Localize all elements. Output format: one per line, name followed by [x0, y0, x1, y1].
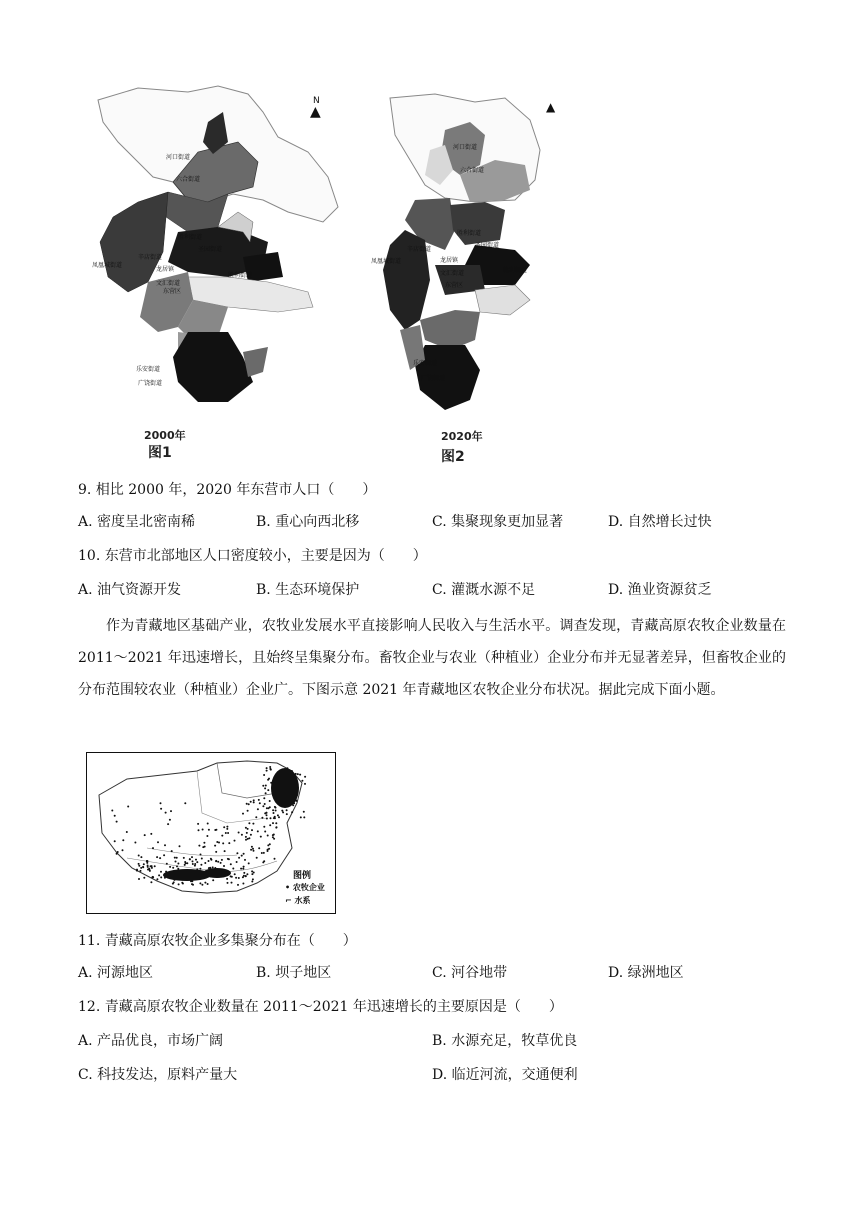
enterprise-dot — [266, 770, 268, 772]
map-2020 — [365, 90, 560, 430]
enterprise-dot — [286, 809, 288, 811]
enterprise-dot — [218, 842, 220, 844]
enterprise-dot — [266, 818, 268, 820]
enterprise-dot — [281, 810, 283, 812]
enterprise-dot — [204, 882, 206, 884]
enterprise-dot — [215, 860, 217, 862]
enterprise-dot — [266, 767, 268, 769]
enterprise-dot — [189, 858, 191, 860]
enterprise-dot — [269, 766, 271, 768]
enterprise-dot — [267, 835, 269, 837]
enterprise-dot — [184, 861, 186, 863]
enterprise-dot — [263, 826, 265, 828]
enterprise-dot — [177, 863, 179, 865]
enterprise-dot — [251, 873, 253, 875]
enterprise-dot — [272, 809, 274, 811]
enterprise-dot — [266, 807, 268, 809]
enterprise-dot — [176, 857, 178, 859]
enterprise-dot — [241, 834, 243, 836]
enterprise-dot — [264, 831, 266, 833]
map-label: 广饶街道 — [138, 380, 163, 387]
enterprise-dot — [174, 857, 176, 859]
enterprise-dot — [234, 873, 236, 875]
enterprise-dot — [114, 840, 116, 842]
legend-title: 图例 — [293, 871, 312, 881]
map-label: 文汇街道 — [440, 270, 465, 277]
enterprise-dot — [243, 872, 245, 874]
map-label: 东营区 — [163, 288, 182, 295]
enterprise-dot — [269, 768, 271, 770]
map-label: 六合街道 — [176, 176, 201, 183]
map-label: 辛店街道 — [138, 254, 163, 261]
enterprise-dot — [252, 878, 254, 880]
enterprise-dot — [116, 853, 118, 855]
enterprise-dot — [138, 865, 140, 867]
enterprise-dot — [261, 852, 263, 854]
enterprise-dot — [221, 835, 223, 837]
enterprise-dot — [237, 884, 239, 886]
enterprise-dot — [156, 878, 158, 880]
map2-caption: 图2 — [441, 449, 465, 465]
enterprise-dot — [297, 773, 299, 775]
enterprise-dot — [269, 824, 271, 826]
enterprise-dot — [165, 812, 167, 814]
enterprise-dot — [147, 866, 149, 868]
enterprise-dot — [192, 863, 194, 865]
enterprise-dot — [116, 821, 118, 823]
enterprise-dot — [245, 875, 247, 877]
question-11-option-a: A. 河源地区 — [78, 965, 154, 981]
enterprise-dot — [221, 859, 223, 861]
enterprise-dot — [260, 836, 262, 838]
map-label: 圣园街道 — [475, 242, 500, 249]
enterprise-dot — [226, 878, 228, 880]
enterprise-dot — [234, 840, 236, 842]
map-label: 乐安街道 — [136, 366, 161, 373]
enterprise-dot — [212, 879, 214, 881]
enterprise-dot — [203, 842, 205, 844]
enterprise-dot — [215, 829, 217, 831]
enterprise-dot — [199, 882, 201, 884]
enterprise-dot — [151, 867, 153, 869]
enterprise-dot — [175, 861, 177, 863]
map-label: 圣园街道 — [198, 246, 223, 253]
enterprise-dot — [159, 857, 161, 859]
enterprise-dot — [152, 847, 154, 849]
enterprise-dot — [226, 828, 228, 830]
enterprise-dot — [264, 812, 266, 814]
enterprise-dot — [144, 834, 146, 836]
enterprise-dot — [299, 774, 301, 776]
enterprise-dot — [143, 877, 145, 879]
enterprise-dot — [198, 829, 200, 831]
enterprise-dot — [138, 863, 140, 865]
enterprise-dot — [134, 842, 136, 844]
enterprise-dot — [304, 783, 306, 785]
enterprise-dot — [246, 832, 248, 834]
map2-year: 2020年 — [441, 430, 483, 443]
enterprise-dot — [222, 842, 224, 844]
map-label: 河口街道 — [453, 144, 478, 151]
north-arrow-icon: ▲ — [546, 100, 556, 114]
enterprise-dot — [126, 831, 128, 833]
passage: 作为青藏地区基础产业，农牧业发展水平直接影响人民收入与生活水平。调查发现，青藏高原农牧企业数量在 2011～2021 年迅速增长，且始终呈集聚分布。畜牧企业与农业（种植业）企业分布并无显著差异，但畜牧企业的分布范围较农业（种植业）企业广。下图示意 2021 年青藏地区农牧企业分布状况。据此完成下面小题。 — [78, 618, 786, 698]
enterprise-dot — [166, 863, 168, 865]
enterprise-dot — [253, 799, 255, 801]
question-9-option-d: D. 自然增长过快 — [608, 514, 712, 530]
enterprise-dot — [251, 829, 253, 831]
enterprise-dot — [246, 873, 248, 875]
map-label: 龙居镇 — [156, 266, 175, 273]
enterprise-dot — [243, 853, 245, 855]
enterprise-dot — [267, 844, 269, 846]
enterprise-dot — [150, 881, 152, 883]
enterprise-dot — [273, 838, 275, 840]
enterprise-dot — [246, 803, 248, 805]
map-label: 胜利街道 — [503, 267, 528, 274]
enterprise-dot — [226, 826, 228, 828]
enterprise-dot — [223, 865, 225, 867]
enterprise-dot — [264, 787, 266, 789]
question-12-option-a: A. 产品优良，市场广阔 — [78, 1033, 224, 1049]
enterprise-dot — [257, 830, 259, 832]
enterprise-dot — [303, 816, 305, 818]
enterprise-dot — [250, 849, 252, 851]
enterprise-dot — [163, 854, 165, 856]
enterprise-dot — [154, 865, 156, 867]
enterprise-dot — [210, 858, 212, 860]
enterprise-dot — [215, 851, 217, 853]
enterprise-dot — [208, 829, 210, 831]
enterprise-dot — [142, 866, 144, 868]
enterprise-dot — [140, 870, 142, 872]
enterprise-dot — [127, 806, 129, 808]
question-11-option-c: C. 河谷地带 — [432, 965, 508, 981]
enterprise-dot — [111, 810, 113, 812]
enterprise-dot — [171, 850, 173, 852]
enterprise-dot — [220, 862, 222, 864]
enterprise-dot — [196, 861, 198, 863]
enterprise-dot — [268, 848, 270, 850]
enterprise-dot — [200, 854, 202, 856]
enterprise-dot — [176, 865, 178, 867]
enterprise-dot — [178, 883, 180, 885]
enterprise-dot — [208, 860, 210, 862]
enterprise-dot — [195, 859, 197, 861]
qinghai-tibet-map — [86, 752, 336, 914]
enterprise-dot — [143, 863, 145, 865]
enterprise-dot — [247, 828, 249, 830]
enterprise-dot — [160, 808, 162, 810]
enterprise-dot — [251, 881, 253, 883]
question-11-stem: 11. 青藏高原农牧企业多集聚分布在（ ） — [78, 933, 357, 949]
question-9-stem: 9. 相比 2000 年，2020 年东营市人口（ ） — [78, 482, 377, 498]
enterprise-dot — [263, 852, 265, 854]
enterprise-dot — [269, 800, 271, 802]
enterprise-dot — [242, 883, 244, 885]
enterprise-dot — [267, 850, 269, 852]
map-label: 辛店街道 — [407, 246, 432, 253]
enterprise-dot — [238, 857, 240, 859]
enterprise-dot — [181, 882, 183, 884]
enterprise-dot — [122, 849, 124, 851]
enterprise-dot — [243, 875, 245, 877]
enterprise-dot — [202, 846, 204, 848]
enterprise-dot — [152, 876, 154, 878]
enterprise-dot — [242, 868, 244, 870]
enterprise-dot — [245, 827, 247, 829]
enterprise-dot — [274, 806, 276, 808]
enterprise-dot — [191, 856, 193, 858]
enterprise-dot — [244, 859, 246, 861]
map1-caption: 图1 — [148, 445, 172, 461]
enterprise-dot — [251, 846, 253, 848]
enterprise-dot — [228, 842, 230, 844]
enterprise-dot — [241, 855, 243, 857]
enterprise-dot — [259, 802, 261, 804]
enterprise-dot — [122, 839, 124, 841]
enterprise-dot — [245, 836, 247, 838]
enterprise-dot — [263, 797, 265, 799]
question-9-option-b: B. 重心向西北移 — [256, 514, 360, 530]
enterprise-dot — [236, 852, 238, 854]
enterprise-dot — [248, 862, 250, 864]
enterprise-dot — [156, 856, 158, 858]
question-9-option-c: C. 集聚现象更加显著 — [432, 514, 564, 530]
enterprise-dot — [253, 850, 255, 852]
enterprise-dot — [263, 774, 265, 776]
question-12-option-c: C. 科技发达，原料产量大 — [78, 1067, 238, 1083]
enterprise-dot — [169, 819, 171, 821]
enterprise-dot — [197, 823, 199, 825]
enterprise-dot — [146, 860, 148, 862]
map-label: 凤凰城街道 — [92, 262, 123, 269]
enterprise-dot — [157, 841, 159, 843]
enterprise-dot — [264, 803, 266, 805]
map-label: 广饶街道 — [421, 375, 446, 382]
enterprise-dot — [114, 815, 116, 817]
enterprise-dot — [169, 866, 171, 868]
enterprise-dot — [265, 785, 267, 787]
enterprise-dot — [140, 856, 142, 858]
enterprise-dot — [275, 810, 277, 812]
enterprise-dot — [261, 817, 263, 819]
enterprise-dot — [230, 875, 232, 877]
enterprise-dot — [140, 867, 142, 869]
enterprise-dot — [136, 869, 138, 871]
map-label: 龙居镇 — [440, 257, 459, 264]
enterprise-dot — [230, 863, 232, 865]
map-label: 胜利街道 — [457, 230, 482, 237]
enterprise-dot — [147, 869, 149, 871]
enterprise-dot — [301, 780, 303, 782]
enterprise-dot — [207, 823, 209, 825]
enterprise-dot — [194, 865, 196, 867]
enterprise-dot — [304, 776, 306, 778]
enterprise-dot — [212, 866, 214, 868]
map-label: 东营区 — [445, 282, 464, 289]
enterprise-dot — [170, 810, 172, 812]
enterprise-dot — [300, 816, 302, 818]
enterprise-dot — [146, 862, 148, 864]
enterprise-dot — [265, 792, 267, 794]
question-12-stem: 12. 青藏高原农牧企业数量在 2011～2021 年迅速增长的主要原因是（ ） — [78, 999, 563, 1015]
enterprise-dot — [200, 864, 202, 866]
map-label: 六合街道 — [460, 167, 485, 174]
enterprise-dot — [228, 858, 230, 860]
enterprise-dot — [160, 871, 162, 873]
enterprise-dot — [247, 810, 249, 812]
enterprise-dot — [227, 882, 229, 884]
question-10-option-c: C. 灌溉水源不足 — [432, 582, 536, 598]
enterprise-dot — [214, 845, 216, 847]
enterprise-dot — [184, 864, 186, 866]
enterprise-dot — [225, 832, 227, 834]
enterprise-dot — [217, 861, 219, 863]
enterprise-dot — [278, 816, 280, 818]
enterprise-dot — [247, 838, 249, 840]
enterprise-dot — [275, 822, 277, 824]
enterprise-dot — [223, 826, 225, 828]
enterprise-dot — [150, 865, 152, 867]
enterprise-dot — [172, 867, 174, 869]
legend-item-enterprise: • 农牧企业 — [285, 883, 325, 892]
enterprise-dot — [262, 785, 264, 787]
north-arrow-icon: ▲ — [310, 104, 321, 120]
enterprise-dot — [303, 811, 305, 813]
question-11-option-d: D. 绿洲地区 — [608, 965, 684, 981]
enterprise-dot — [270, 817, 272, 819]
enterprise-dot — [164, 844, 166, 846]
enterprise-dot — [282, 811, 284, 813]
question-12-option-b: B. 水源充足，牧草优良 — [432, 1033, 578, 1049]
enterprise-dot — [248, 822, 250, 824]
enterprise-dot — [138, 878, 140, 880]
enterprise-dot — [252, 823, 254, 825]
enterprise-dot — [286, 813, 288, 815]
question-9-option-a: A. 密度呈北密南稀 — [78, 514, 196, 530]
enterprise-dot — [235, 877, 237, 879]
enterprise-dot — [204, 862, 206, 864]
map-2000 — [78, 82, 348, 422]
enterprise-dot — [138, 855, 140, 857]
question-10-option-b: B. 生态环境保护 — [256, 582, 360, 598]
enterprise-dot — [263, 860, 265, 862]
question-10-option-d: D. 渔业资源贫乏 — [608, 582, 712, 598]
enterprise-dot — [236, 861, 238, 863]
enterprise-dot — [227, 832, 229, 834]
enterprise-dot — [268, 778, 270, 780]
enterprise-dot — [245, 839, 247, 841]
enterprise-dot — [238, 832, 240, 834]
map-label: 河口街道 — [166, 154, 191, 161]
enterprise-dot — [198, 845, 200, 847]
enterprise-dot — [248, 837, 250, 839]
enterprise-dot — [256, 857, 258, 859]
enterprise-dot — [273, 834, 275, 836]
enterprise-dot — [240, 868, 242, 870]
enterprise-dot — [274, 858, 276, 860]
enterprise-dot — [274, 817, 276, 819]
enterprise-dot — [206, 835, 208, 837]
enterprise-dot — [192, 860, 194, 862]
enterprise-dot — [250, 801, 252, 803]
enterprise-dot — [258, 799, 260, 801]
map-label: 胜利街道 — [178, 234, 203, 241]
enterprise-dot — [258, 847, 260, 849]
question-12-option-d: D. 临近河流，交通便利 — [432, 1067, 578, 1083]
enterprise-dot — [158, 874, 160, 876]
enterprise-dot — [186, 862, 188, 864]
enterprise-dot — [267, 789, 269, 791]
enterprise-dot — [252, 848, 254, 850]
enterprise-dot — [201, 858, 203, 860]
enterprise-dot — [172, 883, 174, 885]
enterprise-dot — [272, 836, 274, 838]
enterprise-dot — [276, 826, 278, 828]
map-label: 胜利街道 — [228, 272, 253, 279]
enterprise-dot — [117, 851, 119, 853]
enterprise-dot — [273, 812, 275, 814]
enterprise-dot — [199, 868, 201, 870]
legend-item-river: ⌐ 水系 — [285, 896, 311, 905]
enterprise-dot — [184, 802, 186, 804]
enterprise-dot — [253, 801, 255, 803]
enterprise-dot — [238, 877, 240, 879]
enterprise-dot — [224, 850, 226, 852]
enterprise-dot — [257, 808, 259, 810]
enterprise-dot — [192, 884, 194, 886]
enterprise-dot — [160, 802, 162, 804]
map1-year: 2000年 — [144, 429, 186, 442]
enterprise-dot — [179, 845, 181, 847]
question-10-stem: 10. 东营市北部地区人口密度较小，主要是因为（ ） — [78, 548, 427, 564]
question-10-option-a: A. 油气资源开发 — [78, 582, 182, 598]
enterprise-dot — [160, 876, 162, 878]
enterprise-dot — [231, 882, 233, 884]
question-11-option-b: B. 坝子地区 — [256, 965, 332, 981]
enterprise-dot — [232, 868, 234, 870]
enterprise-dot — [201, 884, 203, 886]
enterprise-dot — [150, 833, 152, 835]
map-label: 文汇街道 — [156, 280, 181, 287]
enterprise-dot — [291, 811, 293, 813]
enterprise-dot — [255, 816, 257, 818]
enterprise-dot — [183, 857, 185, 859]
enterprise-dot — [207, 883, 209, 885]
enterprise-dot — [248, 803, 250, 805]
enterprise-dot — [167, 823, 169, 825]
enterprise-dot — [272, 822, 274, 824]
enterprise-dot — [202, 829, 204, 831]
enterprise-dot — [242, 813, 244, 815]
map-label: 乐安街道 — [413, 360, 438, 367]
enterprise-dot — [266, 814, 268, 816]
map-label: 凤凰城街道 — [371, 258, 402, 265]
enterprise-dot — [262, 805, 264, 807]
enterprise-dot — [216, 841, 218, 843]
enterprise-dot — [251, 870, 253, 872]
enterprise-dot — [277, 814, 279, 816]
enterprise-dot — [243, 866, 245, 868]
north-label: N — [313, 96, 320, 106]
enterprise-dot — [250, 834, 252, 836]
